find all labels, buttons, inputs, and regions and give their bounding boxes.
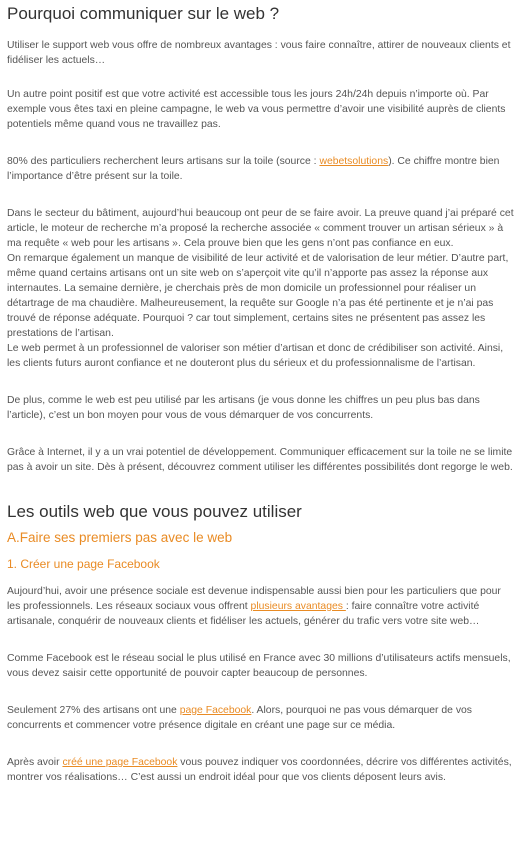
paragraph-after-text-before: Après avoir [7, 757, 63, 768]
paragraph-facebook-usage: Comme Facebook est le réseau social le plus utilisé en France avec 30 millions d’utilisateurs actifs mensuels, vous devez saisir cette opportunité de pouvoir capter beaucoup de personnes. [7, 653, 511, 679]
paragraph-statistic-text-before: 80% des particuliers recherchent leurs artisans sur la toile (source : [7, 156, 320, 167]
paragraph-intro: Utiliser le support web vous offre de nombreux avantages : vous faire connaître, attirer de nouveaux clients et fidéliser les actuels… [7, 40, 511, 66]
paragraph-statistic-text-after: ). Ce chiffre montre bien l’importance d’être présent sur la toile. [7, 156, 500, 182]
webetsolutions-link[interactable]: webetsolutions [319, 156, 389, 167]
paragraph-social-text-before: Aujourd’hui, avoir une présence sociale est devenue indispensable aussi bien pour les particuliers que pour les professionnels. Les réseaux sociaux vous offrent [7, 586, 501, 612]
paragraph-trust: Dans le secteur du bâtiment, aujourd’hui beaucoup ont peur de se faire avoir. La preuve quand j’ai préparé cet article, le moteur de recherche m’a proposé la recherche associée « comment trouver un artisan sérieux » à ma requête « web pour les artisans ». Cela prouve bien que les gens n’ont pas confiance en eux. [7, 208, 514, 249]
page-title: Pourquoi communiquer sur le web ? [7, 4, 280, 23]
paragraph-artisans-facebook [7, 703, 515, 733]
paragraph-after-creation [7, 755, 515, 785]
paragraph-valorisation: Le web permet à un professionnel de valoriser son métier d’artisan et donc de crédibiliser son activité. Ainsi, les clients futurs auront confiance et ne douteront plus du sérieux et du professionnalisme de l’artisan. [7, 343, 504, 369]
paragraph-visibility: On remarque également un manque de visibilité de leur activité et de valorisation de leur métier. D’autre part, même quand certains artisans ont un site web on s’aperçoit vite qu’il n’apporte pas assez la réponse aux internautes. La semaine dernière, je cherchais près de mon domicile un professionnel pour réaliser un détartrage de ma chaudière. Malheureusement, la requête sur Google n’a pas été pertinente et je n’ai pas trouvé de réponse adéquate. Pourquoi ? car tout simplement, certains sites ne présentent pas assez les prestations de l’artisan. [7, 253, 509, 339]
paragraph-after-text-after: vous pouvez indiquer vos coordonnées, décrire vos différentes activités, montrer vos réalisations… C’est aussi un endroit idéal pour que vos clients déposent leurs avis. [7, 757, 512, 783]
paragraph-artisans-text-before: Seulement 27% des artisans ont une [7, 705, 180, 716]
page-facebook-link[interactable]: page Facebook [179, 705, 252, 716]
paragraph-social-presence [7, 584, 515, 629]
section-title-tools: Les outils web que vous pouvez utiliser [7, 502, 302, 521]
paragraph-potential: Grâce à Internet, il y a un vrai potentiel de développement. Communiquer efficacement sur la toile ne se limite pas à avoir un site. Dès à présent, découvrez comment utiliser les différentes possibilités dont regorge le web. [7, 447, 513, 473]
paragraph-competition: De plus, comme le web est peu utilisé par les artisans (je vous donne les chiffres un peu plus bas dans l’article), c’est un bon moyen pour vous de vous démarquer de vos concurrents. [7, 395, 480, 421]
paragraph-social-text-after: : faire connaître votre activité artisanale, conquérir de nouveaux clients et fidéliser les actuels, générer du trafic vers votre site web… [7, 601, 480, 627]
paragraph-statistic [7, 154, 515, 184]
creer-page-facebook-link[interactable]: créé une page Facebook [62, 757, 178, 768]
subsection-title-facebook-page: 1. Créer une page Facebook [7, 557, 160, 571]
paragraph-availability: Un autre point positif est que votre activité est accessible tous les jours 24h/24h depuis n’importe où. Par exemple vous êtes taxi en pleine campagne, le web va vous permettre d’avoir une visibilité auprès de clients potentiels même quand vous ne travaillez pas. [7, 89, 506, 130]
subsection-title-first-steps: A.Faire ses premiers pas avec le web [7, 530, 233, 545]
plusieurs-avantages-link[interactable]: plusieurs avantages [250, 601, 346, 612]
paragraph-artisans-text-after: . Alors, pourquoi ne pas vous démarquer de vos concurrents et commencer votre présence digitale en créant une page sur ce média. [7, 705, 473, 731]
